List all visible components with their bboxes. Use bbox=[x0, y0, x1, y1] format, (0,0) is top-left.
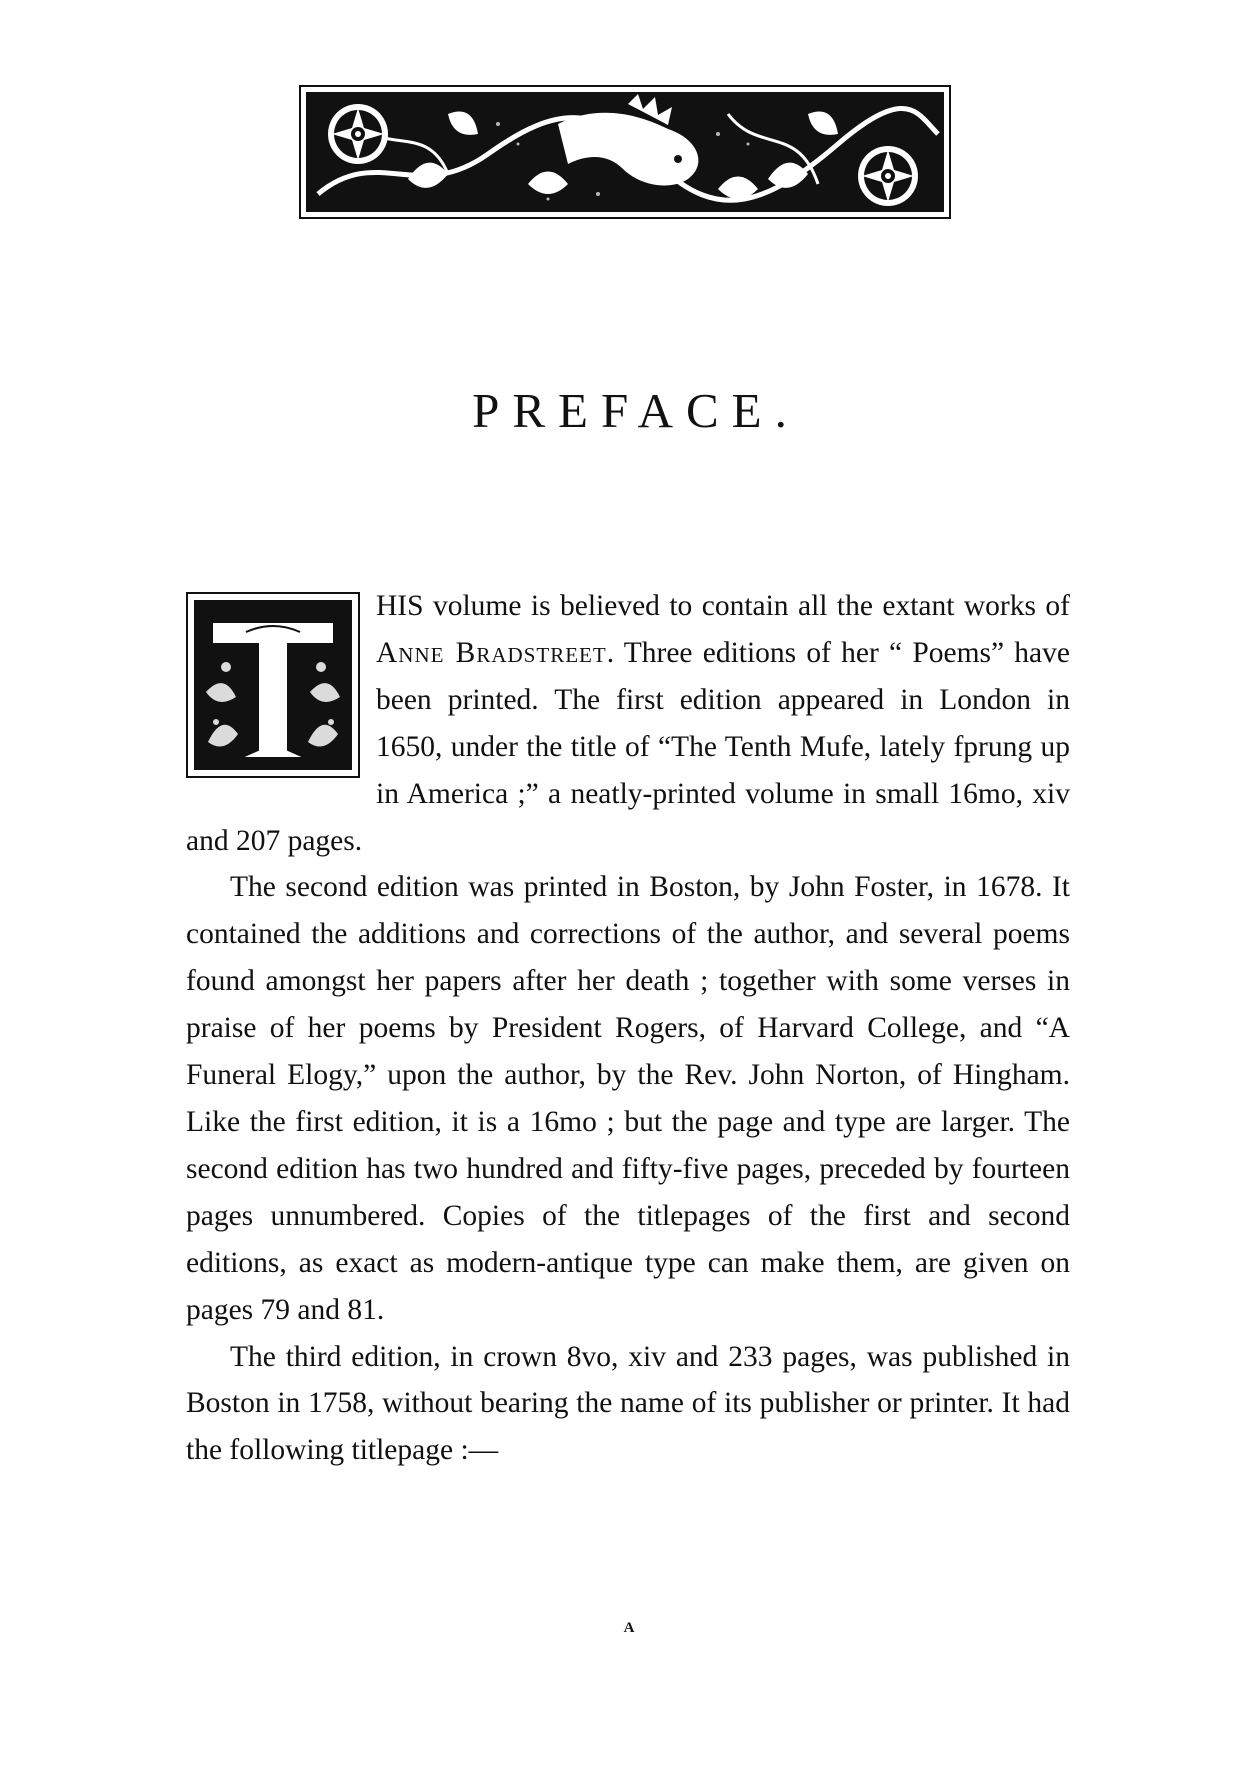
preface-body bbox=[186, 583, 1070, 1474]
signature-mark: A bbox=[623, 1620, 636, 1636]
dropcap-ornament bbox=[186, 592, 360, 778]
headpiece-ornament bbox=[298, 84, 952, 220]
floral-dragon-icon bbox=[298, 84, 952, 220]
paragraph-1-rest: . Three editions of her “ Poems” have been printed. The first edition appeared in London in 1650, under the title of “The Tenth Mufe, lately fprung up in America ;” a neatly-printed volume in small 16mo, xiv and 207 pages. bbox=[186, 636, 1070, 857]
paragraph-1 bbox=[186, 583, 1070, 864]
decorated-letter-t-icon bbox=[186, 592, 360, 778]
author-name: Anne Bradstreet bbox=[376, 636, 607, 669]
paragraph-1-start: HIS volume is believed to contain all the extant works of bbox=[376, 590, 1070, 622]
paragraph-3: The third edition, in crown 8vo, xiv and 233 pages, was published in Boston in 1758, without bearing the name of its publisher or printer. It had the following titlepage :— bbox=[186, 1340, 1070, 1467]
paragraph-2: The second edition was printed in Boston, by John Foster, in 1678. It contained the additions and corrections of the author, and several poems found amongst her papers after her death ; together with some verses in praise of her poems by President Rogers, of Harvard College, and “A Funeral Elogy,” upon the author, by the Rev. John Norton, of Hingham. Like the first edition, it is a 16mo ; but the page and type are larger. The second edition has two hundred and fifty-five pages, preceded by fourteen pages unnumbered. Copies of the titlepages of the first and second editions, as exact as modern-antique type can make them, are given on pages 79 and 81. bbox=[186, 871, 1070, 1326]
page-title: PREFACE. bbox=[472, 383, 800, 438]
